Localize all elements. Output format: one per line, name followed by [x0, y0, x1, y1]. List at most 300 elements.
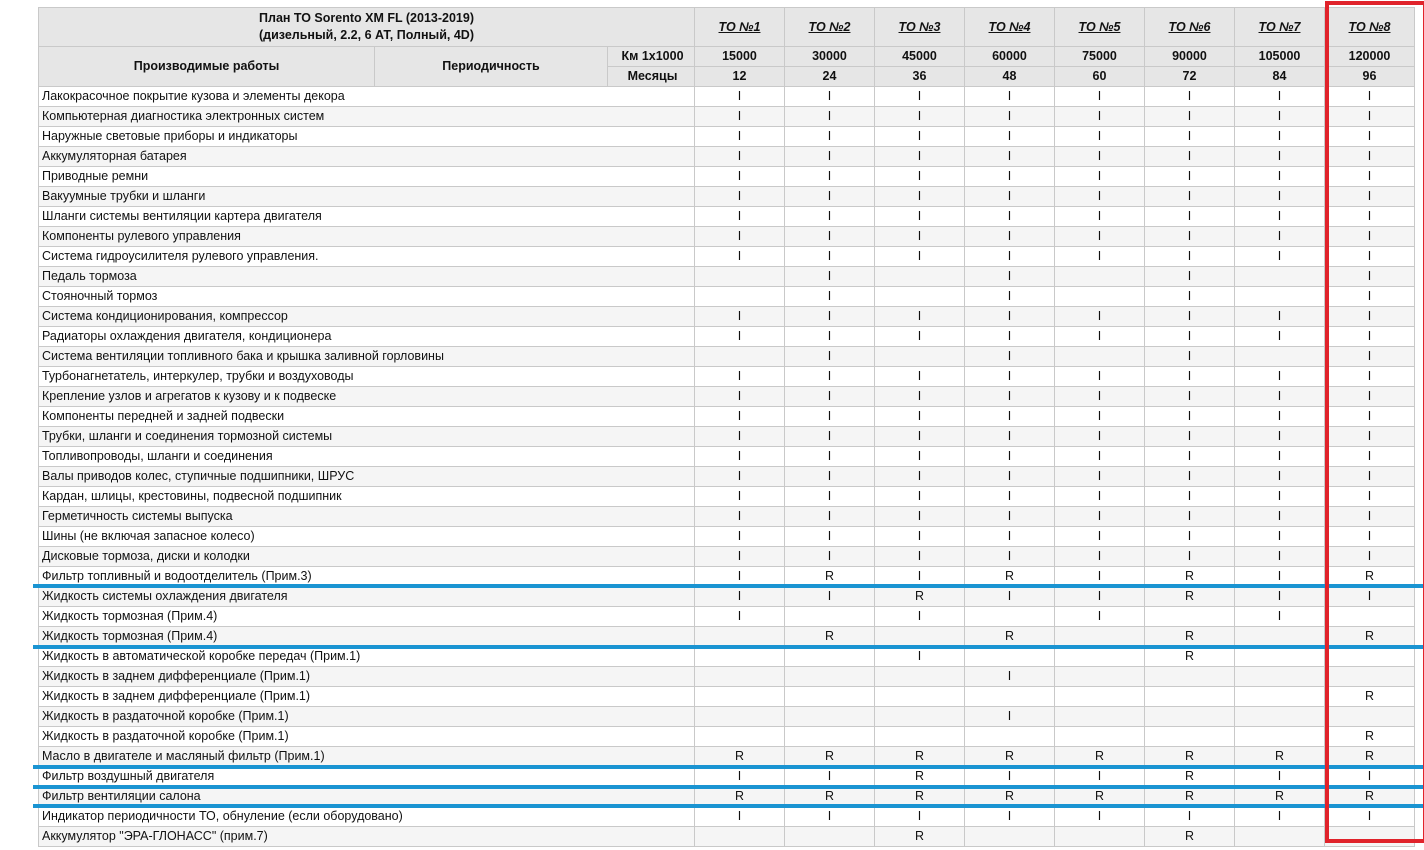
table-row [39, 147, 1415, 167]
work-name-cell: Масло в двигателе и масляный фильтр (Прим.1) [39, 747, 695, 767]
service-mark-cell: I [875, 327, 965, 347]
service-mark-cell: I [785, 507, 875, 527]
service-mark-cell: I [785, 487, 875, 507]
table-row [39, 287, 1415, 307]
service-mark-cell: I [1145, 547, 1235, 567]
service-mark-cell [1055, 687, 1145, 707]
service-mark-cell: I [695, 127, 785, 147]
service-mark-cell: I [1325, 367, 1415, 387]
table-row [39, 667, 1415, 687]
service-mark-cell: R [1145, 647, 1235, 667]
service-mark-cell [875, 627, 965, 647]
service-mark-cell [695, 267, 785, 287]
table-row [39, 207, 1415, 227]
work-name-cell: Валы приводов колес, ступичные подшипники, ШРУС [39, 467, 695, 487]
service-mark-cell: I [965, 407, 1055, 427]
service-mark-cell: R [1145, 567, 1235, 587]
table-row [39, 407, 1415, 427]
service-mark-cell [1235, 267, 1325, 287]
service-mark-cell: I [1235, 407, 1325, 427]
service-mark-cell: R [1235, 747, 1325, 767]
table-row [39, 127, 1415, 147]
service-mark-cell: I [965, 367, 1055, 387]
table-title [39, 8, 695, 47]
service-mark-cell: R [1055, 747, 1145, 767]
service-mark-cell: I [1055, 407, 1145, 427]
table-row [39, 347, 1415, 367]
service-mark-cell: I [695, 167, 785, 187]
service-mark-cell [785, 647, 875, 667]
service-mark-cell [695, 347, 785, 367]
service-mark-cell: I [875, 187, 965, 207]
work-name-cell: Вакуумные трубки и шланги [39, 187, 695, 207]
service-mark-cell [695, 727, 785, 747]
service-mark-cell [965, 727, 1055, 747]
service-km-7: 105000 [1235, 47, 1325, 67]
service-km-6: 90000 [1145, 47, 1235, 67]
service-mark-cell: I [875, 487, 965, 507]
work-name-cell: Жидкость системы охлаждения двигателя [39, 587, 695, 607]
work-name-cell: Аккумуляторная батарея [39, 147, 695, 167]
work-name-cell: Жидкость в раздаточной коробке (Прим.1) [39, 707, 695, 727]
service-mark-cell [965, 827, 1055, 847]
service-mark-cell [1055, 627, 1145, 647]
work-name-cell: Трубки, шланги и соединения тормозной системы [39, 427, 695, 447]
service-mark-cell [785, 707, 875, 727]
work-name-cell: Герметичность системы выпуска [39, 507, 695, 527]
service-months-1: 12 [695, 67, 785, 87]
service-mark-cell: I [1145, 147, 1235, 167]
table-row [39, 687, 1415, 707]
service-mark-cell: I [965, 287, 1055, 307]
service-mark-cell: I [875, 247, 965, 267]
service-mark-cell: I [875, 427, 965, 447]
work-name-cell: Компоненты передней и задней подвески [39, 407, 695, 427]
work-name-cell: Радиаторы охлаждения двигателя, кондиционера [39, 327, 695, 347]
header-row-km [39, 47, 1415, 67]
service-mark-cell [1235, 347, 1325, 367]
table-row [39, 627, 1415, 647]
work-name-cell: Жидкость в раздаточной коробке (Прим.1) [39, 727, 695, 747]
service-mark-cell: I [1325, 267, 1415, 287]
service-mark-cell: I [1145, 527, 1235, 547]
service-months-2: 24 [785, 67, 875, 87]
table-row [39, 827, 1415, 847]
service-mark-cell: I [1055, 487, 1145, 507]
service-mark-cell: R [1325, 687, 1415, 707]
service-mark-cell: I [785, 367, 875, 387]
service-mark-cell: I [1325, 287, 1415, 307]
highlight-line [33, 765, 1424, 769]
service-mark-cell [1145, 687, 1235, 707]
service-header-3: ТО №3 [875, 8, 965, 47]
table-body [39, 87, 1415, 847]
service-mark-cell: I [1145, 467, 1235, 487]
service-mark-cell [1235, 667, 1325, 687]
service-mark-cell: I [1145, 287, 1235, 307]
service-mark-cell: I [1325, 87, 1415, 107]
service-mark-cell: I [875, 207, 965, 227]
service-mark-cell: I [965, 167, 1055, 187]
works-column-header: Производимые работы [39, 47, 375, 87]
service-mark-cell: R [1235, 787, 1325, 807]
service-mark-cell [965, 607, 1055, 627]
service-mark-cell: I [1145, 307, 1235, 327]
service-mark-cell: I [695, 607, 785, 627]
service-mark-cell: R [695, 787, 785, 807]
service-mark-cell: I [1235, 807, 1325, 827]
service-km-1: 15000 [695, 47, 785, 67]
service-mark-cell: I [1325, 247, 1415, 267]
service-mark-cell [695, 687, 785, 707]
service-mark-cell: I [785, 587, 875, 607]
service-header-4: ТО №4 [965, 8, 1055, 47]
work-name-cell: Лакокрасочное покрытие кузова и элементы декора [39, 87, 695, 107]
service-mark-cell: I [785, 387, 875, 407]
service-mark-cell: I [1055, 107, 1145, 127]
service-mark-cell: I [1235, 387, 1325, 407]
service-mark-cell: I [875, 147, 965, 167]
service-mark-cell: R [1145, 627, 1235, 647]
service-mark-cell: I [875, 547, 965, 567]
service-mark-cell: I [875, 647, 965, 667]
work-name-cell: Жидкость в заднем дифференциале (Прим.1) [39, 667, 695, 687]
service-mark-cell: R [965, 627, 1055, 647]
service-mark-cell [875, 687, 965, 707]
service-mark-cell: I [1055, 247, 1145, 267]
service-mark-cell: R [875, 827, 965, 847]
service-mark-cell [1055, 667, 1145, 687]
service-mark-cell: I [875, 527, 965, 547]
service-mark-cell: I [965, 487, 1055, 507]
service-mark-cell: I [875, 467, 965, 487]
service-mark-cell [695, 827, 785, 847]
service-mark-cell [965, 647, 1055, 667]
km-label: Км 1х1000 [608, 47, 695, 67]
table-row [39, 107, 1415, 127]
service-mark-cell [1055, 707, 1145, 727]
period-column-header: Периодичность [375, 47, 608, 87]
service-mark-cell: I [1325, 407, 1415, 427]
table-row [39, 747, 1415, 767]
service-mark-cell: I [1325, 167, 1415, 187]
work-name-cell: Система кондиционирования, компрессор [39, 307, 695, 327]
service-mark-cell: I [965, 447, 1055, 467]
service-mark-cell: I [875, 387, 965, 407]
service-mark-cell: I [1055, 87, 1145, 107]
service-mark-cell: I [1145, 327, 1235, 347]
service-mark-cell: I [1145, 347, 1235, 367]
service-mark-cell: I [695, 87, 785, 107]
service-mark-cell: I [785, 187, 875, 207]
service-mark-cell: I [1235, 247, 1325, 267]
service-mark-cell: I [1325, 467, 1415, 487]
service-mark-cell: I [1145, 487, 1235, 507]
service-mark-cell: I [695, 387, 785, 407]
service-mark-cell: I [1325, 587, 1415, 607]
service-mark-cell: I [1145, 187, 1235, 207]
service-mark-cell: I [1145, 87, 1235, 107]
service-header-7: ТО №7 [1235, 8, 1325, 47]
service-mark-cell: I [965, 347, 1055, 367]
service-mark-cell: I [1145, 407, 1235, 427]
service-mark-cell: R [1145, 787, 1235, 807]
service-mark-cell: I [1235, 227, 1325, 247]
service-mark-cell: I [695, 307, 785, 327]
work-name-cell: Топливопроводы, шланги и соединения [39, 447, 695, 467]
service-mark-cell: I [1055, 227, 1145, 247]
service-mark-cell: I [695, 567, 785, 587]
work-name-cell: Компьютерная диагностика электронных систем [39, 107, 695, 127]
service-mark-cell: I [875, 507, 965, 527]
work-name-cell: Аккумулятор "ЭРА-ГЛОНАСС" (прим.7) [39, 827, 695, 847]
service-mark-cell: I [965, 547, 1055, 567]
service-mark-cell: I [1055, 507, 1145, 527]
work-name-cell: Дисковые тормоза, диски и колодки [39, 547, 695, 567]
service-mark-cell: I [785, 467, 875, 487]
service-mark-cell: I [965, 387, 1055, 407]
table-row [39, 327, 1415, 347]
service-months-8: 96 [1325, 67, 1415, 87]
service-mark-cell: I [965, 807, 1055, 827]
table-row [39, 87, 1415, 107]
service-mark-cell: I [785, 287, 875, 307]
service-mark-cell: I [1325, 507, 1415, 527]
service-mark-cell: I [1325, 227, 1415, 247]
service-mark-cell [1235, 627, 1325, 647]
service-mark-cell [875, 707, 965, 727]
service-mark-cell: I [785, 127, 875, 147]
table-row [39, 587, 1415, 607]
table-row [39, 367, 1415, 387]
service-mark-cell: R [1325, 787, 1415, 807]
service-mark-cell: I [1145, 167, 1235, 187]
service-mark-cell: R [1325, 727, 1415, 747]
service-mark-cell [875, 347, 965, 367]
service-mark-cell [1235, 287, 1325, 307]
work-name-cell: Наружные световые приборы и индикаторы [39, 127, 695, 147]
table-row [39, 427, 1415, 447]
table-row [39, 547, 1415, 567]
service-mark-cell: I [1325, 107, 1415, 127]
work-name-cell: Фильтр топливный и водоотделитель (Прим.3) [39, 567, 695, 587]
service-mark-cell: I [1145, 507, 1235, 527]
service-mark-cell: I [785, 107, 875, 127]
service-mark-cell: I [785, 87, 875, 107]
service-mark-cell: I [875, 167, 965, 187]
service-mark-cell: I [965, 267, 1055, 287]
service-mark-cell: I [1235, 87, 1325, 107]
service-km-8: 120000 [1325, 47, 1415, 67]
service-mark-cell: I [1235, 207, 1325, 227]
table-row [39, 727, 1415, 747]
service-mark-cell: I [1055, 567, 1145, 587]
service-mark-cell: I [1235, 147, 1325, 167]
work-name-cell: Турбонагнетатель, интеркулер, трубки и воздуховоды [39, 367, 695, 387]
service-header-1: ТО №1 [695, 8, 785, 47]
service-mark-cell: I [785, 167, 875, 187]
service-mark-cell: I [1055, 767, 1145, 787]
service-mark-cell: I [1145, 267, 1235, 287]
service-mark-cell: I [1235, 327, 1325, 347]
service-mark-cell [1055, 727, 1145, 747]
service-mark-cell: I [695, 507, 785, 527]
service-mark-cell: R [875, 787, 965, 807]
service-mark-cell: R [1145, 587, 1235, 607]
service-mark-cell [695, 627, 785, 647]
service-mark-cell: I [785, 347, 875, 367]
service-mark-cell: I [785, 267, 875, 287]
service-mark-cell: I [1325, 387, 1415, 407]
service-km-2: 30000 [785, 47, 875, 67]
service-mark-cell [785, 727, 875, 747]
service-mark-cell: I [695, 447, 785, 467]
service-mark-cell: I [1325, 207, 1415, 227]
service-mark-cell: R [875, 587, 965, 607]
service-mark-cell: I [695, 467, 785, 487]
service-mark-cell: I [875, 567, 965, 587]
work-name-cell: Крепление узлов и агрегатов к кузову и к подвеске [39, 387, 695, 407]
service-mark-cell: I [875, 227, 965, 247]
service-mark-cell: I [1325, 307, 1415, 327]
service-mark-cell [695, 647, 785, 667]
service-mark-cell [785, 667, 875, 687]
service-mark-cell: I [785, 407, 875, 427]
service-mark-cell: I [1055, 467, 1145, 487]
table-row [39, 227, 1415, 247]
service-mark-cell: I [875, 87, 965, 107]
service-mark-cell: I [965, 87, 1055, 107]
service-mark-cell: I [965, 207, 1055, 227]
service-mark-cell: I [1055, 527, 1145, 547]
service-mark-cell [785, 827, 875, 847]
service-mark-cell: I [965, 427, 1055, 447]
table-row [39, 467, 1415, 487]
service-mark-cell [1145, 607, 1235, 627]
service-mark-cell [965, 687, 1055, 707]
table-row [39, 507, 1415, 527]
table-row [39, 487, 1415, 507]
service-mark-cell: I [1325, 347, 1415, 367]
service-mark-cell: I [695, 107, 785, 127]
service-mark-cell: R [1325, 627, 1415, 647]
service-mark-cell: I [1325, 447, 1415, 467]
service-mark-cell [1055, 827, 1145, 847]
service-header-8: ТО №8 [1325, 8, 1415, 47]
work-name-cell: Шланги системы вентиляции картера двигателя [39, 207, 695, 227]
service-mark-cell: I [1145, 447, 1235, 467]
work-name-cell: Шины (не включая запасное колесо) [39, 527, 695, 547]
service-mark-cell: R [695, 747, 785, 767]
service-mark-cell: I [785, 447, 875, 467]
maintenance-schedule-table [38, 7, 1415, 847]
table-row [39, 307, 1415, 327]
service-mark-cell: I [695, 147, 785, 167]
work-name-cell: Жидкость в заднем дифференциале (Прим.1) [39, 687, 695, 707]
service-mark-cell: I [875, 807, 965, 827]
service-mark-cell: I [785, 307, 875, 327]
service-mark-cell: I [1145, 227, 1235, 247]
service-mark-cell: I [965, 507, 1055, 527]
table-row [39, 807, 1415, 827]
highlight-line [33, 785, 1424, 789]
service-mark-cell: I [1325, 527, 1415, 547]
table-row [39, 267, 1415, 287]
service-mark-cell [1235, 707, 1325, 727]
title-line-1: План ТО Sorento XM FL (2013-2019) [259, 11, 474, 25]
service-header-6: ТО №6 [1145, 8, 1235, 47]
service-mark-cell: I [695, 227, 785, 247]
service-mark-cell: I [965, 767, 1055, 787]
highlight-box-to8 [1325, 1, 1424, 843]
work-name-cell: Приводные ремни [39, 167, 695, 187]
service-mark-cell: I [1235, 607, 1325, 627]
service-mark-cell: I [1235, 447, 1325, 467]
service-mark-cell [1145, 727, 1235, 747]
service-mark-cell [1235, 827, 1325, 847]
service-mark-cell [875, 667, 965, 687]
service-mark-cell: I [1325, 427, 1415, 447]
service-mark-cell: I [785, 147, 875, 167]
service-mark-cell: I [695, 587, 785, 607]
service-mark-cell: I [1235, 187, 1325, 207]
service-months-7: 84 [1235, 67, 1325, 87]
service-mark-cell: I [1055, 207, 1145, 227]
service-mark-cell: I [1055, 447, 1145, 467]
service-mark-cell: I [1235, 467, 1325, 487]
work-name-cell: Стояночный тормоз [39, 287, 695, 307]
service-mark-cell [875, 287, 965, 307]
service-mark-cell: I [1235, 307, 1325, 327]
service-mark-cell [1235, 687, 1325, 707]
service-mark-cell: I [785, 427, 875, 447]
service-mark-cell: I [1235, 527, 1325, 547]
service-mark-cell: I [965, 107, 1055, 127]
service-months-5: 60 [1055, 67, 1145, 87]
service-mark-cell: I [695, 547, 785, 567]
service-mark-cell: I [1325, 327, 1415, 347]
service-mark-cell: R [965, 787, 1055, 807]
service-mark-cell: R [1325, 747, 1415, 767]
service-mark-cell: I [875, 447, 965, 467]
table-row [39, 527, 1415, 547]
service-mark-cell [875, 267, 965, 287]
service-mark-cell: I [1055, 127, 1145, 147]
service-mark-cell: I [1055, 607, 1145, 627]
work-name-cell: Жидкость в автоматической коробке передач (Прим.1) [39, 647, 695, 667]
service-mark-cell [695, 707, 785, 727]
service-mark-cell: I [695, 767, 785, 787]
service-mark-cell: I [965, 147, 1055, 167]
service-mark-cell: I [875, 607, 965, 627]
service-header-2: ТО №2 [785, 8, 875, 47]
service-mark-cell: I [1145, 207, 1235, 227]
service-months-3: 36 [875, 67, 965, 87]
table-row [39, 247, 1415, 267]
service-mark-cell: R [965, 567, 1055, 587]
service-mark-cell: I [965, 707, 1055, 727]
work-name-cell: Жидкость тормозная (Прим.4) [39, 627, 695, 647]
table-row [39, 187, 1415, 207]
service-mark-cell [1055, 267, 1145, 287]
work-name-cell: Фильтр вентиляции салона [39, 787, 695, 807]
service-mark-cell: R [785, 627, 875, 647]
service-mark-cell: I [1145, 367, 1235, 387]
service-mark-cell: I [1055, 807, 1145, 827]
service-mark-cell: R [1145, 827, 1235, 847]
service-header-5: ТО №5 [1055, 8, 1145, 47]
service-mark-cell [695, 287, 785, 307]
